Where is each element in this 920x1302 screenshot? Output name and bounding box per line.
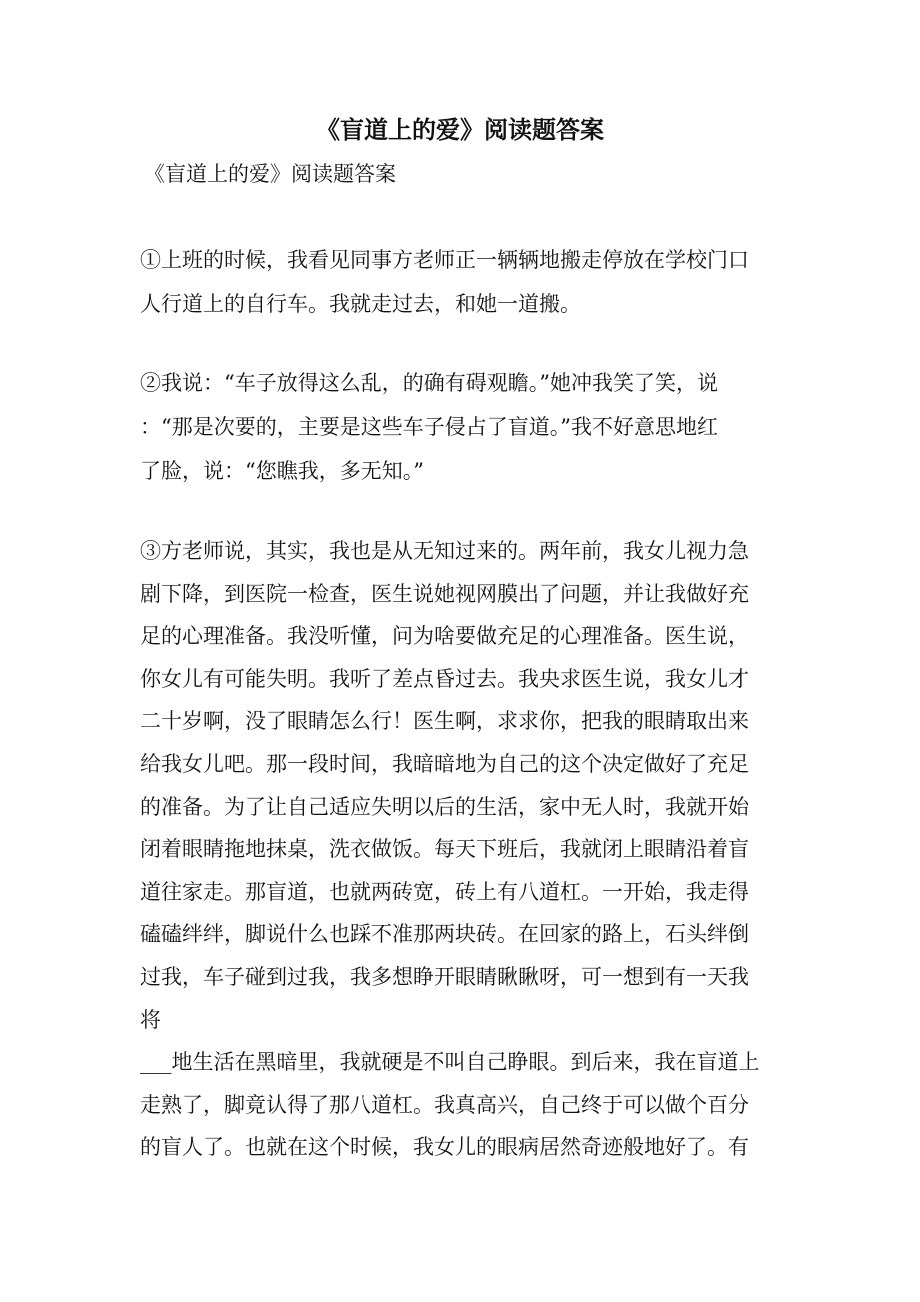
paragraph-2 — [140, 361, 780, 493]
paragraph-line: 道往家走。那盲道，也就两砖宽，砖上有八道杠。一开始，我走得 — [140, 879, 749, 904]
paragraph-line: ②我说：“车子放得这么乱，的确有碍观瞻。”她冲我笑了笑，说 — [140, 371, 718, 395]
paragraph-line: 的准备。为了让自己适应失明以后的生活，家中无人时，我就开始 — [140, 794, 749, 819]
paragraph-line: 你女儿有可能失明。我听了差点昏过去。我央求医生说，我女儿才 — [140, 666, 749, 691]
paragraph-line: 的盲人了。也就在这个时候，我女儿的眼病居然奇迹般地好了。有 — [140, 1135, 749, 1160]
paragraph-line: 人行道上的自行车。我就走过去，和她一道搬。 — [140, 292, 581, 316]
paragraph-line: ①上班的时候，我看见同事方老师正一辆辆地搬走停放在学校门口 — [140, 248, 749, 272]
document-subtitle: 《盲道上的爱》阅读题答案 — [144, 162, 396, 186]
paragraph-line: 走熟了，脚竟认得了那八道杠。我真高兴，自己终于可以做个百分 — [140, 1092, 749, 1117]
paragraph-3 — [140, 530, 780, 1169]
paragraph-line: 将 — [140, 1007, 161, 1032]
paragraph-1 — [140, 238, 780, 326]
paragraph-line: ：“那是次要的，主要是这些车子侵占了盲道。”我不好意思地红 — [140, 415, 718, 439]
paragraph-line: 过我，车子碰到过我，我多想睁开眼睛瞅瞅呀，可一想到有一天我 — [140, 964, 749, 989]
paragraph-line: 了脸，说：“您瞧我，多无知。” — [140, 459, 424, 483]
paragraph-line: 磕磕绊绊，脚说什么也踩不准那两块砖。在回家的路上，石头绊倒 — [140, 922, 749, 947]
paragraph-line: 剧下降，到医院一检查，医生说她视网膜出了问题，并让我做好充 — [140, 581, 749, 606]
paragraph-line: 二十岁啊，没了眼睛怎么行！医生啊，求求你，把我的眼睛取出来 — [140, 709, 749, 734]
paragraph-line: 给我女儿吧。那一段时间，我暗暗地为自己的这个决定做好了充足 — [140, 751, 749, 776]
paragraph-line: ③方老师说，其实，我也是从无知过来的。两年前，我女儿视力急 — [140, 539, 749, 563]
paragraph-line: 闭着眼睛拖地抹桌，洗衣做饭。每天下班后，我就闭上眼睛沿着盲 — [140, 837, 749, 862]
document-title: 《盲道上的爱》阅读题答案 — [316, 115, 604, 144]
paragraph-line: ___地生活在黑暗里，我就硬是不叫自己睁眼。到后来，我在盲道上 — [140, 1050, 760, 1075]
paragraph-line: 足的心理准备。我没听懂，问为啥要做充足的心理准备。医生说， — [140, 624, 749, 649]
